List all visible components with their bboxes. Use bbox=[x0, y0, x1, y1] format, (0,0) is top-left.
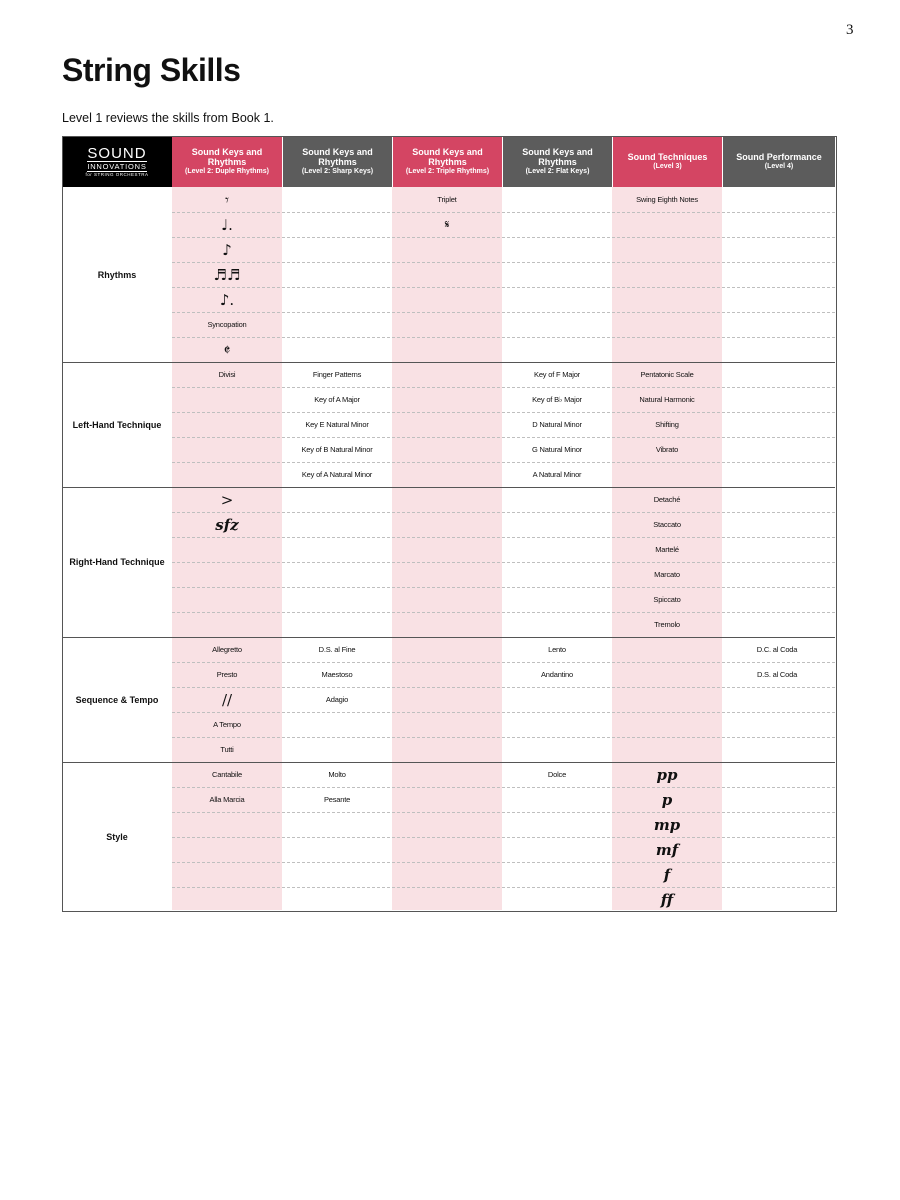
skill-cell: Vibrato bbox=[655, 445, 679, 454]
section-label: Sequence & Tempo bbox=[75, 694, 159, 705]
skill-cell: Andantino bbox=[541, 670, 573, 679]
skill-cell: Molto bbox=[328, 770, 346, 779]
skill-cell: D.S. al Coda bbox=[756, 670, 798, 679]
skill-cell: D.C. al Coda bbox=[756, 645, 798, 654]
skill-cell: pp bbox=[656, 765, 678, 784]
skill-cell: f bbox=[663, 865, 671, 884]
skill-cell: Key of B♭ Major bbox=[532, 395, 582, 404]
skill-cell: Tremolo bbox=[654, 620, 680, 629]
skill-cell: ff bbox=[660, 890, 674, 909]
skill-cell: Syncopation bbox=[207, 320, 247, 329]
skill-cell: A Tempo bbox=[213, 720, 241, 729]
skill-cell: sfz bbox=[215, 515, 239, 534]
skill-cell: Adagio bbox=[325, 695, 349, 704]
skill-cell: D.S. al Fine bbox=[318, 645, 356, 654]
skill-cell: D Natural Minor bbox=[532, 420, 582, 429]
section-label: Rhythms bbox=[97, 269, 137, 280]
column-header-subtitle: (Level 2: Triple Rhythms) bbox=[405, 168, 490, 176]
skill-cell: Key of A Natural Minor bbox=[301, 470, 373, 479]
skill-cell: Key of F Major bbox=[534, 370, 580, 379]
skill-cell: Triplet bbox=[437, 195, 457, 204]
section-label: Left-Hand Technique bbox=[72, 419, 162, 430]
skill-cell: Maestoso bbox=[321, 670, 353, 679]
skill-cell: Swing Eighth Notes bbox=[636, 195, 698, 204]
section-label: Style bbox=[106, 832, 128, 842]
skill-cell: ♪ bbox=[222, 240, 232, 259]
skill-cell: Cantabile bbox=[212, 770, 242, 779]
skill-cell: p bbox=[661, 790, 673, 809]
skill-cell: Staccato bbox=[653, 520, 681, 529]
skill-cell: 𝄾 bbox=[225, 190, 229, 209]
skills-table bbox=[62, 136, 837, 911]
skill-cell: mp bbox=[653, 815, 681, 834]
skill-cell: ♩. bbox=[221, 215, 233, 234]
skill-cell: Natural Harmonic bbox=[639, 395, 695, 404]
page-number: 3 bbox=[846, 22, 854, 38]
logo-main: SOUND bbox=[87, 144, 147, 162]
skill-cell: ♪. bbox=[219, 290, 235, 309]
skill-cell: Key of A Major bbox=[314, 395, 360, 404]
skill-cell: ♬♬ bbox=[213, 265, 241, 284]
column-header-subtitle: (Level 2: Sharp Keys) bbox=[301, 168, 374, 176]
intro-text: Level 1 reviews the skills from Book 1. bbox=[62, 111, 274, 125]
skill-cell: Martelé bbox=[655, 545, 679, 554]
page-title: String Skills bbox=[62, 52, 241, 88]
skill-cell: Shifting bbox=[655, 420, 679, 429]
skill-cell: > bbox=[220, 490, 234, 509]
column-header-title: Sound Keys and Rhythms bbox=[522, 146, 593, 168]
section-label: Right-Hand Technique bbox=[69, 557, 165, 567]
column-header-title: Sound Keys and Rhythms bbox=[191, 146, 263, 168]
logo-sub: INNOVATIONS bbox=[87, 161, 147, 171]
skill-cell: Detaché bbox=[653, 495, 681, 504]
skill-cell: Key E Natural Minor bbox=[305, 420, 369, 429]
skill-cell: Allegretto bbox=[212, 645, 242, 654]
skill-cell: Presto bbox=[216, 670, 238, 679]
column-header-subtitle: (Level 4) bbox=[764, 162, 794, 170]
skill-cell: 𝄵 bbox=[223, 340, 231, 359]
column-header-title: Sound Keys and Rhythms bbox=[302, 146, 373, 168]
skill-cell: Dolce bbox=[547, 770, 567, 779]
skill-cell: Divisi bbox=[218, 370, 236, 379]
skill-cell: Key of B Natural Minor bbox=[301, 445, 373, 454]
skill-cell: Alla Marcia bbox=[209, 795, 245, 804]
skill-cell: Tutti bbox=[220, 745, 234, 754]
skill-cell: Lento bbox=[548, 645, 566, 654]
column-header-subtitle: (Level 2: Duple Rhythms) bbox=[184, 168, 269, 176]
skill-cell: 𝄋 bbox=[444, 217, 450, 231]
skill-cell: Pentatonic Scale bbox=[640, 370, 694, 379]
column-header-title: Sound Techniques bbox=[627, 151, 708, 162]
skill-cell: // bbox=[221, 690, 233, 709]
column-header-subtitle: (Level 3) bbox=[653, 162, 682, 170]
skill-cell: G Natural Minor bbox=[532, 445, 582, 454]
skill-cell: Marcato bbox=[654, 570, 680, 579]
skill-cell: mf bbox=[655, 840, 679, 859]
skill-cell: Pesante bbox=[323, 795, 351, 804]
skill-cell: Spiccato bbox=[653, 595, 681, 604]
column-header-title: Sound Performance bbox=[736, 151, 822, 162]
skill-cell: A Natural Minor bbox=[532, 470, 582, 479]
logo-tagline: for STRING ORCHESTRA bbox=[85, 171, 149, 177]
column-header-title: Sound Keys and Rhythms bbox=[412, 146, 483, 168]
column-header-subtitle: (Level 2: Flat Keys) bbox=[525, 168, 590, 176]
table-border bbox=[62, 136, 837, 912]
skill-cell: Finger Patterns bbox=[312, 370, 362, 379]
